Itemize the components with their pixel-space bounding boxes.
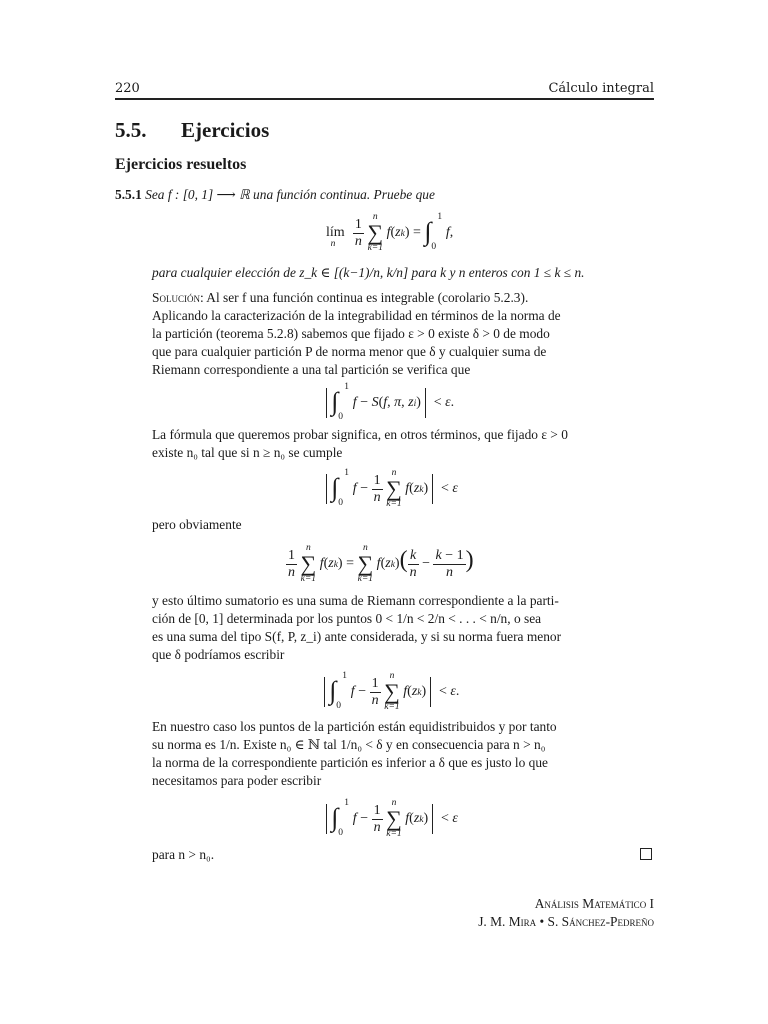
solution-line-5: Riemann correspondiente a una tal partición se verifica que xyxy=(152,362,471,377)
running-title: Cálculo integral xyxy=(548,81,654,96)
exercise-statement: Sea f : [0, 1] ⟶ ℝ una función continua. Pruebe que xyxy=(145,187,435,202)
paragraph-4-line-4: que δ podríamos escribir xyxy=(152,647,285,662)
solution-line-1: Solución: Al ser f una función continua es integrable (corolario 5.2.3). xyxy=(152,290,529,305)
exercise-number: 5.5.1 xyxy=(115,187,142,202)
paragraph-5-line-2: su norma es 1/n. Existe n₀ ∈ ℕ tal 1/n₀ < δ y en consecuencia para n > n₀ xyxy=(152,737,546,752)
paragraph-4-line-3: es una suma del tipo S(f, P, z_i) ante considerada, y si su norma fuera menor xyxy=(152,629,562,644)
qed-square-icon xyxy=(640,848,652,860)
equation-2: ∫ 1 0 f − S(f, π, zi) < ε. xyxy=(322,386,454,420)
footer-book-title: Análisis Matemático I xyxy=(534,896,654,911)
solution-line-4: que para cualquier partición P de norma menor que δ y cualquier suma de xyxy=(152,344,547,359)
paragraph-2-line-2: existe n₀ tal que si n ≥ n₀ se cumple xyxy=(152,445,343,460)
solution-line-3: la partición (teorema 5.2.8) sabemos que fijado ε > 0 existe δ > 0 de modo xyxy=(152,326,550,341)
final-line: para n > n₀. xyxy=(152,847,215,862)
paragraph-4-line-1: y esto último sumatorio es una suma de Riemann correspondiente a la parti- xyxy=(152,593,559,608)
exercise-statement-line xyxy=(115,186,435,205)
equation-5: ∫ 1 0 f − $\frac{1}{n}$ n ∑ k=1 f(zk) < ε. xyxy=(320,671,459,713)
exercise-condition: para cualquier elección de z_k ∈ [(k−1)/n, k/n] para k y n enteros con 1 ≤ k ≤ n. xyxy=(152,265,585,280)
equation-3: ∫ 1 0 f − $\frac{1}{n}$ n ∑ k=1 f(zk) < ε xyxy=(322,468,458,510)
equation-1: lím$_n$ $\frac{1}{n}$ n ∑ k=1 f(zk) = ∫ 1 0 f, xyxy=(326,212,454,253)
paragraph-3: pero obviamente xyxy=(152,517,242,532)
paragraph-5-line-4: necesitamos para poder escribir xyxy=(152,773,322,788)
solution-label: Solución xyxy=(152,290,200,305)
equation-4: $\frac{1}{n}$ n ∑ k=1 f(zk) = n ∑ k=1 f(zk)( $\frac{k}{n}$ − $\frac{k - 1}{n}$ ) xyxy=(288,543,474,584)
section-number: 5.5. xyxy=(115,118,147,142)
paragraph-4-line-2: ción de [0, 1] determinada por los puntos 0 < 1/n < 2/n < . . . < n/n, o sea xyxy=(152,611,542,626)
lim-operator: lím xyxy=(326,225,345,241)
section-title xyxy=(115,118,269,143)
header-rule xyxy=(115,98,654,100)
page-number: 220 xyxy=(115,81,140,96)
paragraph-2-line-1: La fórmula que queremos probar significa, en otros términos, que fijado ε > 0 xyxy=(152,427,568,442)
section-title-text: Ejercicios xyxy=(181,118,270,142)
footer-authors: J. M. Mira • S. Sánchez-Pedreño xyxy=(478,914,654,929)
subsection-title: Ejercicios resueltos xyxy=(115,156,247,173)
equation-6: ∫ 1 0 f − $\frac{1}{n}$ n ∑ k=1 f(zk) < ε xyxy=(322,798,458,840)
paragraph-5-line-3: la norma de la correspondiente partición es inferior a δ que es justo lo que xyxy=(152,755,548,770)
solution-line-2: Aplicando la caracterización de la integrabilidad en términos de la norma de xyxy=(152,308,561,323)
paragraph-5-line-1: En nuestro caso los puntos de la partición están equidistribuidos y por tanto xyxy=(152,719,557,734)
